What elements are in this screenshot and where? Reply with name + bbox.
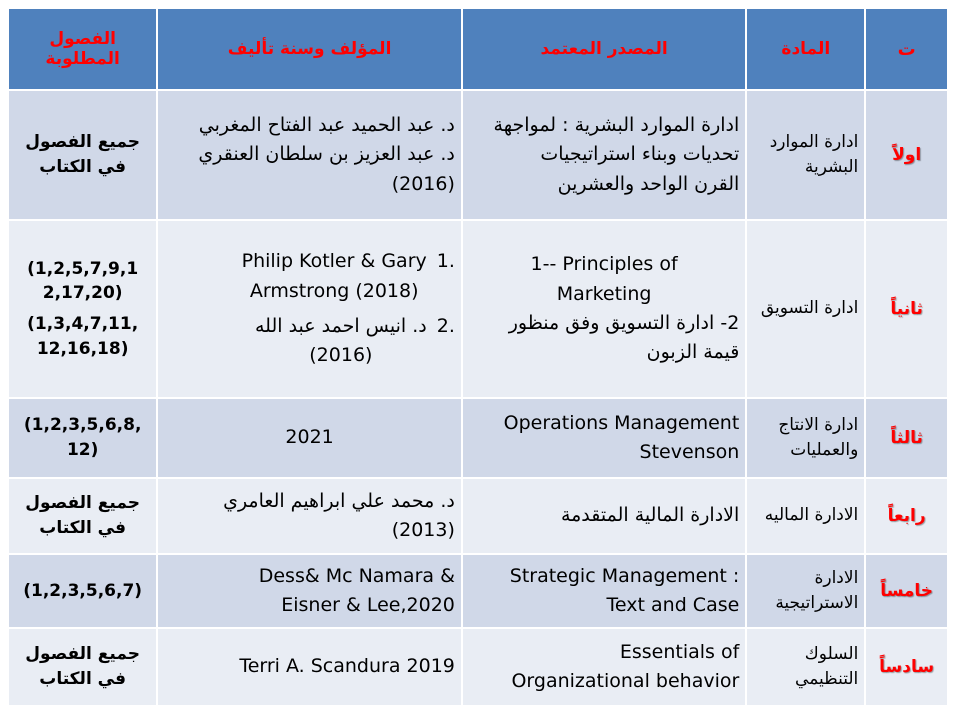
chapters-cell: [8, 398, 157, 478]
source-line: Marketing: [556, 282, 652, 305]
chapters-cell: [8, 628, 157, 706]
source-cell: [462, 478, 746, 554]
author-item-text: [255, 312, 427, 371]
subject-cell: الادارة الماليه: [746, 478, 865, 554]
author-line: Terri A. Scandura 2019: [239, 655, 455, 678]
chapters-line: 12): [66, 440, 99, 460]
author-item: [164, 247, 455, 306]
subject-cell: السلوك التنظيمي: [746, 628, 865, 706]
source-line: 2- ادارة التسويق وفق منظور: [508, 312, 740, 334]
chapters-line: في الكتاب: [39, 157, 127, 177]
chapters-cell: [8, 478, 157, 554]
chapters-line: 12,16,18): [36, 338, 129, 359]
chapters-line: (1,2,3,5,6,7): [23, 580, 143, 601]
author-item-text: [242, 247, 427, 306]
source-line: تحديات وبناء استراتيجيات: [540, 143, 740, 166]
author-line: (2016): [391, 172, 455, 195]
source-cell: [462, 628, 746, 706]
chapters-cell: [8, 90, 157, 220]
chapters-line: (1,2,3,5,6,8,: [23, 415, 142, 436]
source-cell: [462, 554, 746, 628]
subject-cell: ادارة الموارد البشرية: [746, 90, 865, 220]
source-line: Text and Case: [606, 594, 740, 616]
author-line: د. انيس احمد عبد الله: [254, 315, 427, 337]
chapters-line: جميع الفصول: [25, 644, 141, 665]
header-source: المصدر المعتمد: [462, 8, 746, 90]
source-line: Strategic Management :: [509, 564, 740, 587]
author-line: Dess& Mc Namara &: [258, 564, 455, 587]
author-cell: [157, 90, 462, 220]
source-line: قيمة الزبون: [646, 341, 740, 364]
table-row: [8, 554, 948, 628]
chapters-line: (1,2,5,7,9,1: [27, 258, 139, 279]
header-subject: المادة: [746, 8, 865, 90]
header-number: ت: [865, 8, 948, 90]
author-cell: [157, 478, 462, 554]
subject-cell: الادارة الاستراتيجية: [746, 554, 865, 628]
author-item: [164, 312, 455, 371]
chapters-line: (1,3,4,7,11,: [27, 314, 139, 334]
chapters-cell: [8, 554, 157, 628]
row-number: خامساً: [865, 554, 948, 628]
chapters-cell: [8, 220, 157, 398]
author-line: Eisner & Lee,2020: [281, 594, 455, 616]
source-cell: [462, 90, 746, 220]
author-line: د. عبد العزيز بن سلطان العنقري: [198, 143, 455, 166]
source-line: Essentials of: [619, 640, 740, 663]
row-number: ثانياً: [865, 220, 948, 398]
author-cell: [157, 398, 462, 478]
header-row: [8, 8, 948, 90]
chapters-line: في الكتاب: [39, 669, 127, 689]
source-cell: [462, 220, 746, 398]
author-line: 2021: [285, 426, 334, 449]
row-number: ثالثاً: [865, 398, 948, 478]
author-line: Armstrong (2018): [249, 279, 419, 302]
row-number: اولاً: [865, 90, 948, 220]
row-number: رابعاً: [865, 478, 948, 554]
list-marker: 1.: [436, 250, 455, 273]
table-row: [8, 398, 948, 478]
table-row: [8, 478, 948, 554]
source-line: Organizational behavior: [511, 670, 740, 692]
subject-cell: ادارة الانتاج والعمليات: [746, 398, 865, 478]
table-row: [8, 220, 948, 398]
author-cell: [157, 220, 462, 398]
table-row: [8, 628, 948, 706]
syllabus-table-container: [7, 7, 949, 699]
source-line: Stevenson: [639, 441, 740, 463]
source-line: Operations Management: [503, 411, 740, 434]
syllabus-table: [7, 7, 949, 707]
header-author: المؤلف وسنة تأليف: [157, 8, 462, 90]
row-number: سادساً: [865, 628, 948, 706]
author-line: د. عبد الحميد عبد الفتاح المغربي: [198, 113, 455, 136]
list-marker: 2.: [436, 315, 455, 337]
chapters-line: جميع الفصول: [25, 132, 141, 153]
author-line: (2013): [391, 519, 455, 541]
subject-cell: ادارة التسويق: [746, 220, 865, 398]
source-line: 1-- Principles of: [530, 253, 678, 276]
source-line: القرن الواحد والعشرين: [557, 172, 740, 195]
author-cell: [157, 628, 462, 706]
chapters-line: 2,17,20): [42, 283, 123, 304]
source-line: الادارة المالية المتقدمة: [560, 504, 740, 527]
header-chapters: الفصول المطلوبة: [8, 8, 157, 90]
source-line: ادارة الموارد البشرية : لمواجهة: [493, 113, 740, 136]
table-row: [8, 90, 948, 220]
author-line: د. محمد علي ابراهيم العامري: [223, 489, 455, 512]
author-line: (2016): [309, 344, 373, 367]
author-line: Philip Kotler & Gary: [241, 250, 427, 273]
chapters-line: في الكتاب: [39, 518, 127, 538]
author-cell: [157, 554, 462, 628]
chapters-line: جميع الفصول: [25, 493, 141, 514]
source-cell: [462, 398, 746, 478]
